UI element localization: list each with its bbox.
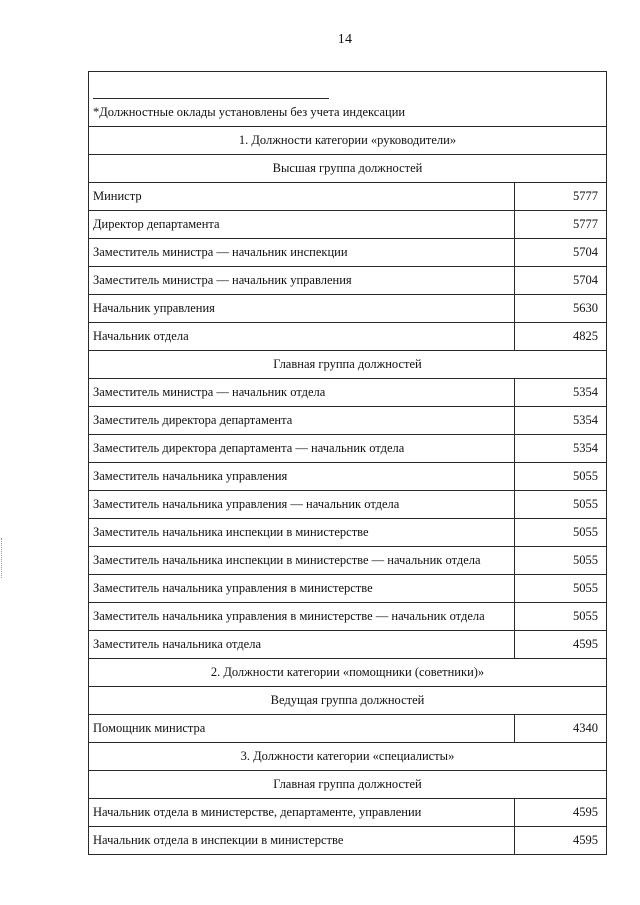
- position-name-cell: Министр: [89, 183, 515, 211]
- salary-value-cell: 4340: [515, 715, 607, 743]
- salary-value-cell: 5704: [515, 267, 607, 295]
- table-row: [89, 295, 607, 323]
- group-heading-row: [89, 687, 607, 715]
- table-row: [89, 435, 607, 463]
- category-heading: 1. Должности категории «руководители»: [89, 127, 607, 155]
- salary-value-cell: 5354: [515, 435, 607, 463]
- category-heading-row: [89, 659, 607, 687]
- table-row: [89, 799, 607, 827]
- salary-value-cell: 5777: [515, 183, 607, 211]
- position-name-cell: Помощник министра: [89, 715, 515, 743]
- group-heading: Главная группа должностей: [89, 351, 607, 379]
- table-row: [89, 631, 607, 659]
- salary-value-cell: 4595: [515, 827, 607, 855]
- table-row: [89, 827, 607, 855]
- table-row: [89, 267, 607, 295]
- position-name-cell: Заместитель директора департамента — начальник отдела: [89, 435, 515, 463]
- position-name-cell: Директор департамента: [89, 211, 515, 239]
- table-row: [89, 183, 607, 211]
- position-name-cell: Заместитель начальника управления — начальник отдела: [89, 491, 515, 519]
- position-name-cell: Заместитель начальника управления в министерстве — начальник отдела: [89, 603, 515, 631]
- salary-value-cell: 4595: [515, 631, 607, 659]
- position-name-cell: Заместитель начальника управления: [89, 463, 515, 491]
- salary-value-cell: 5354: [515, 407, 607, 435]
- position-name-cell: Заместитель начальника управления в министерстве: [89, 575, 515, 603]
- position-name-cell: Начальник управления: [89, 295, 515, 323]
- group-heading-row: [89, 351, 607, 379]
- position-name-cell: Заместитель министра — начальник управления: [89, 267, 515, 295]
- group-heading: Высшая группа должностей: [89, 155, 607, 183]
- table-row: [89, 239, 607, 267]
- salary-value-cell: 5704: [515, 239, 607, 267]
- footnote-text: *Должностные оклады установлены без учета индексации: [93, 105, 406, 119]
- position-name-cell: Заместитель министра — начальник инспекции: [89, 239, 515, 267]
- category-heading: 3. Должности категории «специалисты»: [89, 743, 607, 771]
- category-heading-row: [89, 743, 607, 771]
- position-name-cell: Начальник отдела: [89, 323, 515, 351]
- table-row: [89, 491, 607, 519]
- salary-value-cell: 5777: [515, 211, 607, 239]
- group-heading-row: [89, 155, 607, 183]
- salary-value-cell: 4825: [515, 323, 607, 351]
- salary-value-cell: 5354: [515, 379, 607, 407]
- salary-value-cell: 5055: [515, 603, 607, 631]
- salary-value-cell: 5055: [515, 491, 607, 519]
- page-number: 14: [337, 32, 353, 47]
- position-name-cell: Заместитель начальника инспекции в министерстве: [89, 519, 515, 547]
- position-name-cell: Начальник отдела в министерстве, департаменте, управлении: [89, 799, 515, 827]
- position-name-cell: Заместитель директора департамента: [89, 407, 515, 435]
- table-row: [89, 211, 607, 239]
- footnote-row: [89, 72, 607, 127]
- position-name-cell: Заместитель начальника инспекции в министерстве — начальник отдела: [89, 547, 515, 575]
- table-row: [89, 463, 607, 491]
- table-row: [89, 715, 607, 743]
- footnote-cell: [89, 72, 607, 127]
- salary-table-body: [89, 72, 607, 855]
- table-row: [89, 379, 607, 407]
- salary-value-cell: 4595: [515, 799, 607, 827]
- table-row: [89, 519, 607, 547]
- category-heading: 2. Должности категории «помощники (советники)»: [89, 659, 607, 687]
- table-row: [89, 603, 607, 631]
- salary-value-cell: 5055: [515, 463, 607, 491]
- table-row: [89, 407, 607, 435]
- position-name-cell: Заместитель министра — начальник отдела: [89, 379, 515, 407]
- table-row: [89, 323, 607, 351]
- scan-edge-mark: [1, 538, 4, 578]
- group-heading: Ведущая группа должностей: [89, 687, 607, 715]
- table-row: [89, 547, 607, 575]
- position-name-cell: Заместитель начальника отдела: [89, 631, 515, 659]
- salary-value-cell: 5055: [515, 519, 607, 547]
- group-heading-row: [89, 771, 607, 799]
- salary-table: [88, 71, 607, 855]
- salary-value-cell: 5055: [515, 575, 607, 603]
- group-heading: Главная группа должностей: [89, 771, 607, 799]
- salary-value-cell: 5630: [515, 295, 607, 323]
- footnote-rule: [93, 98, 329, 99]
- category-heading-row: [89, 127, 607, 155]
- table-row: [89, 575, 607, 603]
- salary-value-cell: 5055: [515, 547, 607, 575]
- position-name-cell: Начальник отдела в инспекции в министерстве: [89, 827, 515, 855]
